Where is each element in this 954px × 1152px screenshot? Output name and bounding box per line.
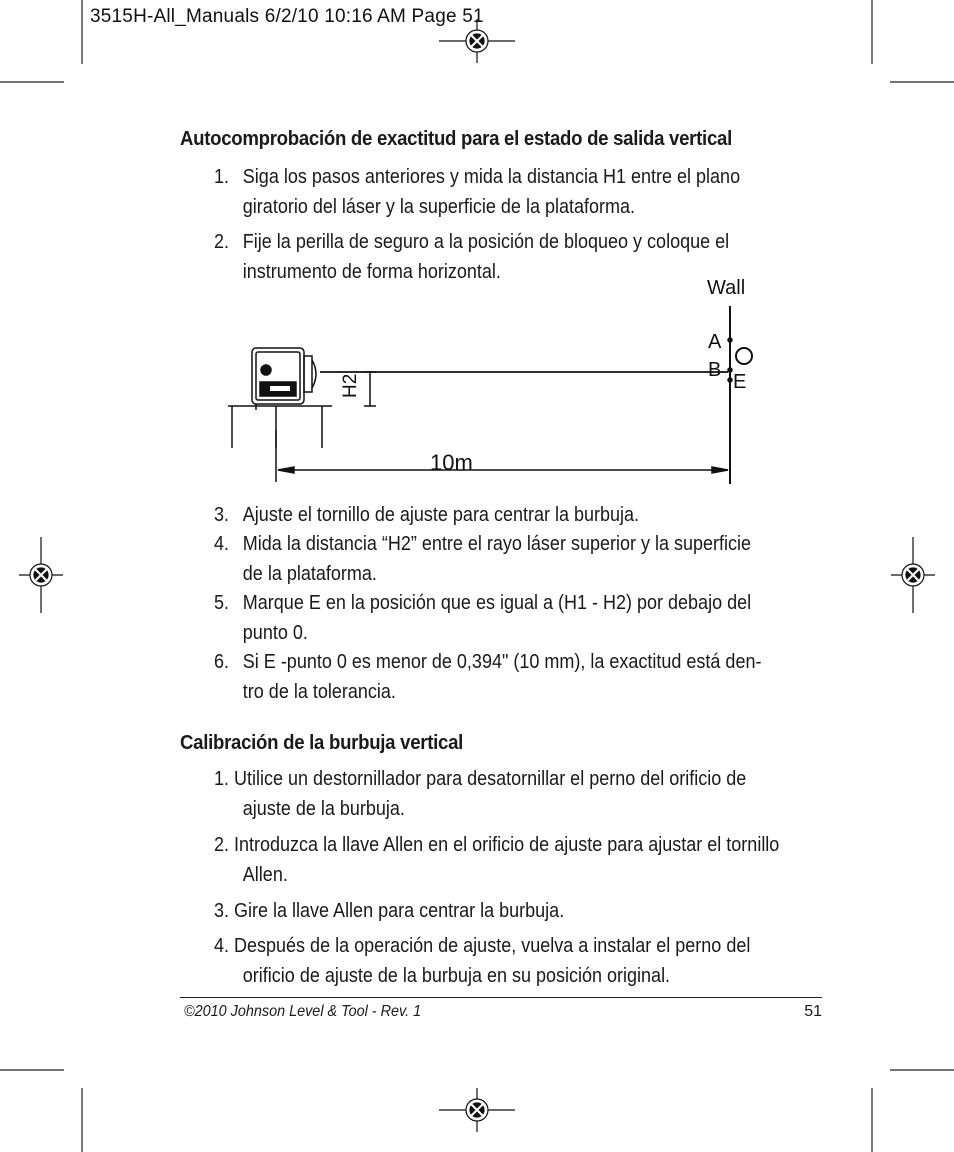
laser-wall-diagram <box>220 270 760 492</box>
list-item <box>214 500 772 530</box>
section-title-accuracy-check: Autocomprobación de exactitud para el estado de salida vertical <box>180 128 732 150</box>
list-item-text: 2. Introduzca la llave Allen en el orificio de ajuste para ajustar el tornillo Allen. <box>214 834 780 886</box>
point-a-mark <box>728 338 732 342</box>
list-item <box>214 529 772 589</box>
label-distance: 10m <box>430 450 473 475</box>
list-item <box>214 647 772 707</box>
print-slug: 3515H-All_Manuals 6/2/10 10:16 AM Page 51 <box>90 6 484 27</box>
list-item-number: 6. <box>214 651 230 673</box>
list-item-text: 4. Después de la operación de ajuste, vuelva a instalar el perno del orificio de ajuste de la burbuja en su posición original. <box>214 935 751 987</box>
list-item <box>214 931 790 991</box>
list-item <box>214 162 772 222</box>
list-item <box>214 764 790 824</box>
list-item <box>214 896 790 926</box>
registration-mark-right <box>891 537 935 613</box>
label-e: E <box>733 371 747 393</box>
list-item-text: 1. Utilice un destornillador para desatornillar el perno del orificio de ajuste de la burbuja. <box>214 768 747 820</box>
list-item <box>214 588 772 648</box>
point-b-mark <box>728 368 732 372</box>
list-item-text: Ajuste el tornillo de ajuste para centrar la burbuja. <box>242 504 640 526</box>
registration-mark-top <box>439 19 515 63</box>
list-item-text: Marque E en la posición que es igual a (H1 - H2) por debajo del punto 0. <box>242 592 752 644</box>
list-item-text: 3. Gire la llave Allen para centrar la burbuja. <box>214 900 565 922</box>
registration-mark-bottom <box>439 1088 515 1132</box>
footer-rule <box>180 997 822 998</box>
label-b: B <box>708 359 722 381</box>
list-item-text: Si E -punto 0 es menor de 0,394" (10 mm), la exactitud está den-tro de la tolerancia. <box>242 651 762 703</box>
wall-label: Wall <box>707 277 746 299</box>
list-item-text: Fije la perilla de seguro a la posición de bloqueo y coloque el instrumento de forma horizontal. <box>242 231 730 283</box>
label-h2: H2 <box>340 373 361 398</box>
registration-mark-left <box>19 537 63 613</box>
page-number: 51 <box>804 1003 822 1020</box>
list-item-number: 3. <box>214 504 230 526</box>
list-item-number: 2. <box>214 231 230 253</box>
footer-copyright: ©2010 Johnson Level & Tool - Rev. 1 <box>184 1003 422 1020</box>
label-a: A <box>708 331 722 353</box>
list-item-number: 5. <box>214 592 230 614</box>
section-title-bubble-calibration: Calibración de la burbuja vertical <box>180 732 464 754</box>
list-item <box>214 830 790 890</box>
point-e-mark <box>728 378 732 382</box>
list-item-text: Mida la distancia “H2” entre el rayo láser superior y la superficie de la plataforma. <box>242 533 752 585</box>
list-item-text: Siga los pasos anteriores y mida la distancia H1 entre el plano giratorio del láser y la superficie de la plataforma. <box>242 166 741 218</box>
point-o-mark <box>736 348 752 364</box>
list-item-number: 1. <box>214 166 230 188</box>
list-item-number: 4. <box>214 533 230 555</box>
laser-instrument <box>252 348 316 410</box>
